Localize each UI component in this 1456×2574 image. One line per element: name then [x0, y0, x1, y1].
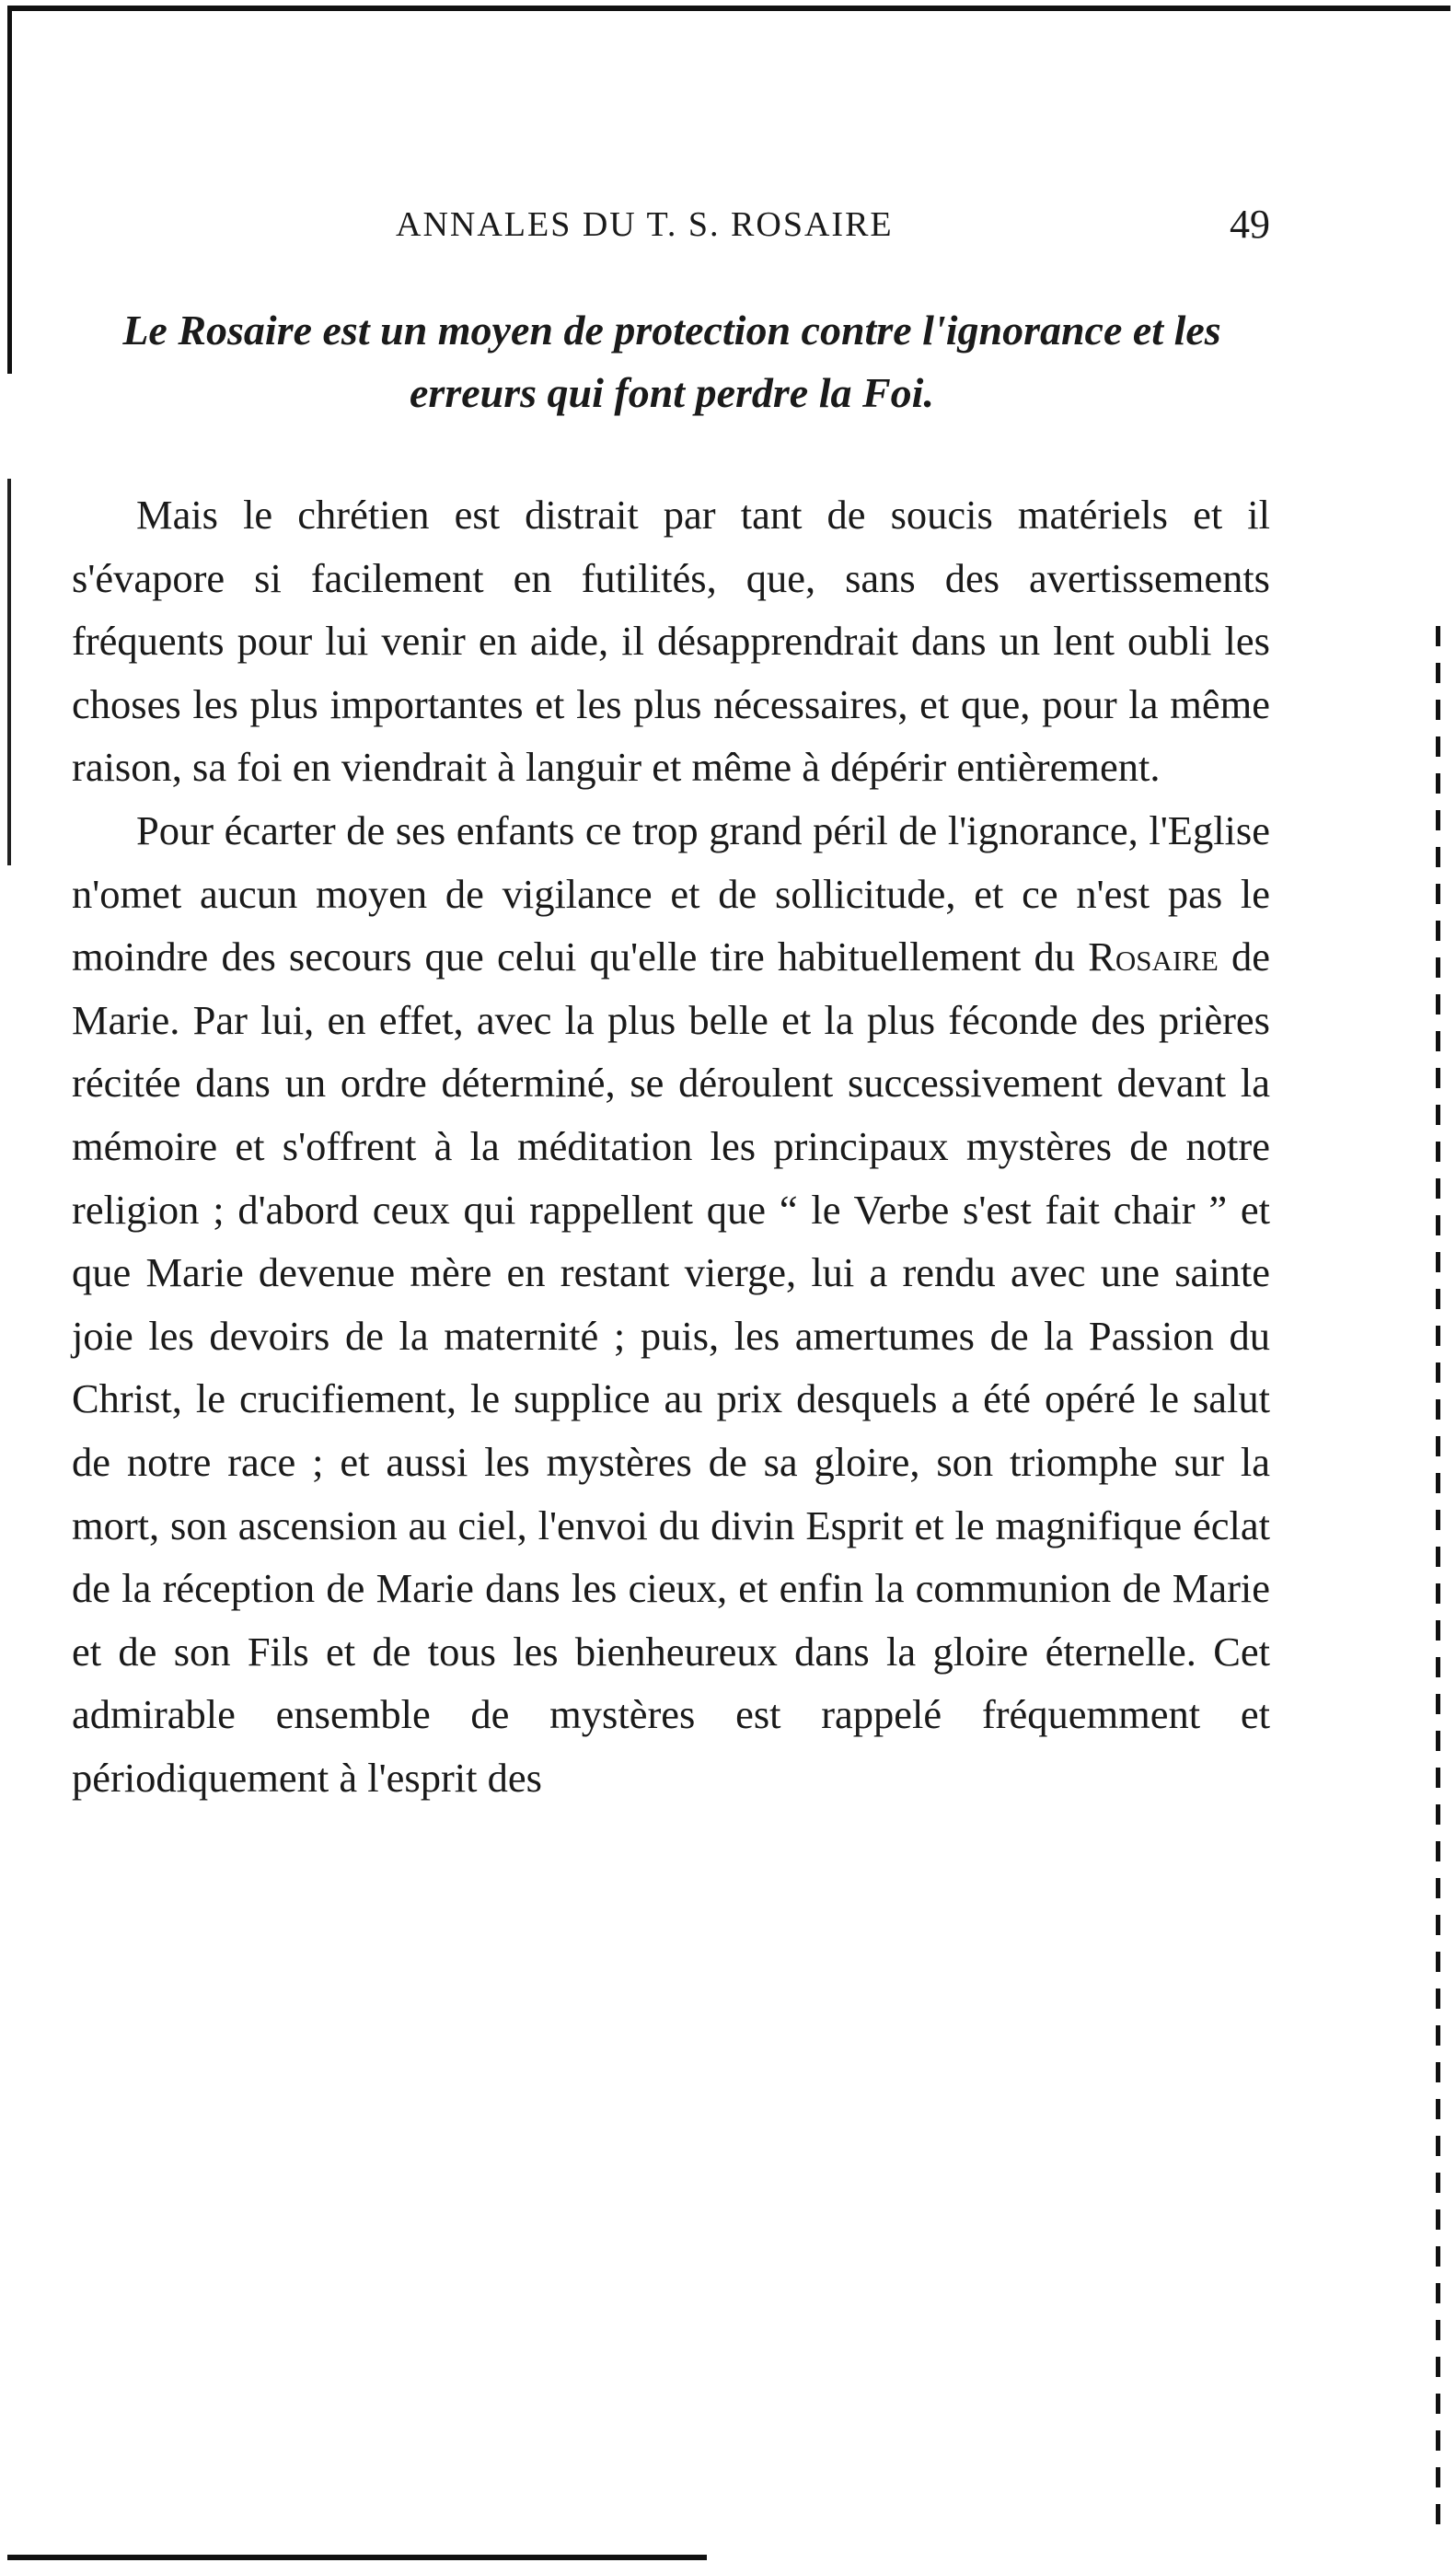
- running-header: [74, 204, 1270, 260]
- page-border-left: [7, 6, 12, 374]
- page-border-right: [1436, 626, 1440, 2541]
- rosaire-smallcaps: Rosaire: [1088, 933, 1219, 980]
- paragraph-2: [72, 799, 1270, 1810]
- running-title: ANNALES DU T. S. ROSAIRE: [396, 205, 894, 244]
- section-heading: Le Rosaire est un moyen de protection contre l'ignorance et les erreurs qui font perdre la Foi.: [122, 307, 1221, 416]
- page-border-left-lower: [7, 479, 11, 865]
- paragraph-2-text-before: Pour écarter de ses enfants ce trop grand péril de l'ignorance, l'Eglise n'omet aucun moyen de vigilance et de sollicitude, et ce n'est pas le moindre des secours que celui qu'elle tire habituellement du: [72, 806, 1270, 980]
- paragraph-1: [72, 483, 1270, 799]
- page-border-top: [7, 6, 1450, 11]
- paragraph-2-text-after: de Marie. Par lui, en effet, avec la plus belle et la plus féconde des prières récitée dans un ordre déterminé, se déroulent successivement devant la mémoire et s'offrent à la méditation les principaux mystères de notre religion ; d'abord ceux qui rappellent que “ le Verbe s'est fait chair ” et que Marie devenue mère en restant vierge, lui a rendu avec une sainte joie les devoirs de la maternité ; puis, les amertumes de la Passion du Christ, le crucifiement, le supplice au prix desquels a été opéré le salut de notre race ; et aussi les mystères de sa gloire, son triomphe sur la mort, son ascension au ciel, l'envoi du divin Esprit et le magnifique éclat de la réception de Marie dans les cieux, et enfin la communion de Marie et de son Fils et de tous les bienheureux dans la gloire éternelle. Cet admirable ensemble de mystères est rappelé fréquemment et périodiquement à l'esprit des: [72, 933, 1270, 1801]
- page-border-bottom: [7, 2555, 707, 2560]
- paragraph-1-text: Mais le chrétien est distrait par tant de soucis matériels et il s'évapore si facilement en futilités, que, sans des avertissements fréquents pour lui venir en aide, il désapprendrait dans un lent oubli les choses les plus importantes et les plus nécessaires, et que, pour la même raison, sa foi en viendrait à languir et même à dépérir entièrement.: [72, 492, 1270, 791]
- body-text: [72, 483, 1270, 1809]
- page-number: 49: [1230, 202, 1270, 247]
